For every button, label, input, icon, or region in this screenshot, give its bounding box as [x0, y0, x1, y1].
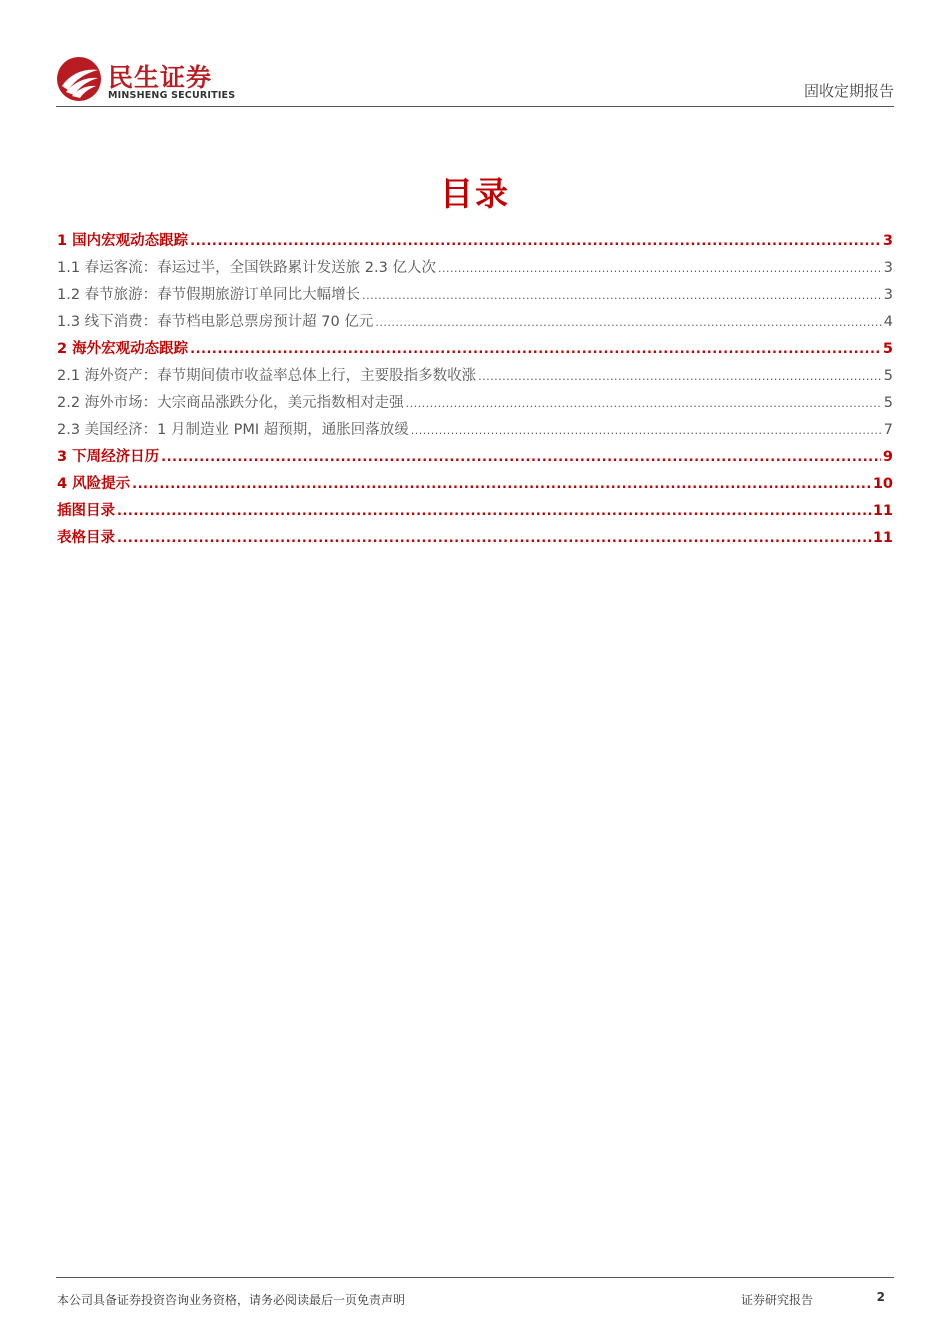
report-type-label: 固收定期报告 — [803, 82, 894, 100]
toc-entry[interactable] — [57, 525, 893, 552]
page-number: 2 — [876, 1290, 885, 1304]
toc-entry[interactable] — [57, 336, 893, 363]
toc-title: 目录 — [440, 174, 510, 213]
toc-dot-leader — [406, 390, 882, 417]
toc-entry[interactable] — [57, 282, 893, 309]
minsheng-logo-icon — [56, 56, 102, 102]
toc-entry-label: 1.1 春运客流：春运过半，全国铁路累计发送旅 2.3 亿人次 — [57, 260, 436, 276]
toc-entry-label: 3 下周经济日历 — [57, 449, 160, 465]
toc-entry-label: 插图目录 — [57, 503, 115, 519]
toc-entry-label: 2.2 海外市场：大宗商品涨跌分化，美元指数相对走强 — [57, 395, 404, 411]
footer-disclaimer: 本公司具备证券投资咨询业务资格，请务必阅读最后一页免责声明 — [57, 1293, 406, 1307]
toc-dot-leader — [117, 525, 871, 552]
toc-dot-leader — [161, 444, 881, 471]
toc-dot-leader — [411, 417, 882, 444]
toc-dot-leader — [438, 255, 882, 282]
toc-entry-label: 4 风险提示 — [57, 476, 131, 492]
toc-entry-page: 7 — [883, 422, 893, 438]
company-logo — [56, 56, 236, 102]
toc-entry[interactable] — [57, 309, 893, 336]
page-header — [56, 52, 894, 108]
toc-entry-page: 9 — [882, 449, 893, 465]
toc-entry[interactable] — [57, 390, 893, 417]
toc-entry-page: 11 — [872, 503, 893, 519]
toc-entry[interactable] — [57, 444, 893, 471]
toc-entry[interactable] — [57, 417, 893, 444]
toc-entry-page: 3 — [883, 287, 893, 303]
logo-english-name: MINSHENG SECURITIES — [108, 90, 236, 101]
table-of-contents — [57, 228, 893, 552]
toc-entry[interactable] — [57, 471, 893, 498]
toc-entry-label: 1 国内宏观动态跟踪 — [57, 233, 189, 249]
toc-entry-page: 5 — [883, 368, 893, 384]
logo-chinese-name: 民生证券 — [108, 63, 213, 92]
toc-dot-leader — [132, 471, 871, 498]
toc-entry-label: 1.3 线下消费：春节档电影总票房预计超 70 亿元 — [57, 314, 374, 330]
toc-entry-page: 10 — [872, 476, 893, 492]
toc-dot-leader — [190, 228, 881, 255]
toc-entry-label: 2.3 美国经济：1 月制造业 PMI 超预期，通胀回落放缓 — [57, 422, 409, 438]
toc-dot-leader — [362, 282, 882, 309]
toc-entry[interactable] — [57, 228, 893, 255]
toc-entry-page: 3 — [883, 260, 893, 276]
toc-dot-leader — [478, 363, 882, 390]
toc-dot-leader — [375, 309, 881, 336]
toc-entry[interactable] — [57, 255, 893, 282]
toc-entry-page: 5 — [883, 395, 893, 411]
toc-entry-label: 表格目录 — [57, 530, 115, 546]
toc-entry-page: 3 — [882, 233, 893, 249]
toc-dot-leader — [190, 336, 881, 363]
footer-divider — [56, 1277, 894, 1278]
footer-report-category: 证券研究报告 — [741, 1293, 814, 1307]
toc-entry-page: 4 — [883, 314, 893, 330]
toc-entry-label: 2 海外宏观动态跟踪 — [57, 341, 189, 357]
toc-entry-page: 11 — [872, 530, 893, 546]
toc-entry[interactable] — [57, 363, 893, 390]
toc-entry-page: 5 — [882, 341, 893, 357]
toc-entry-label: 1.2 春节旅游：春节假期旅游订单同比大幅增长 — [57, 287, 361, 303]
toc-entry[interactable] — [57, 498, 893, 525]
header-divider — [56, 106, 894, 107]
toc-entry-label: 2.1 海外资产：春节期间债市收益率总体上行，主要股指多数收涨 — [57, 368, 477, 384]
toc-dot-leader — [117, 498, 871, 525]
